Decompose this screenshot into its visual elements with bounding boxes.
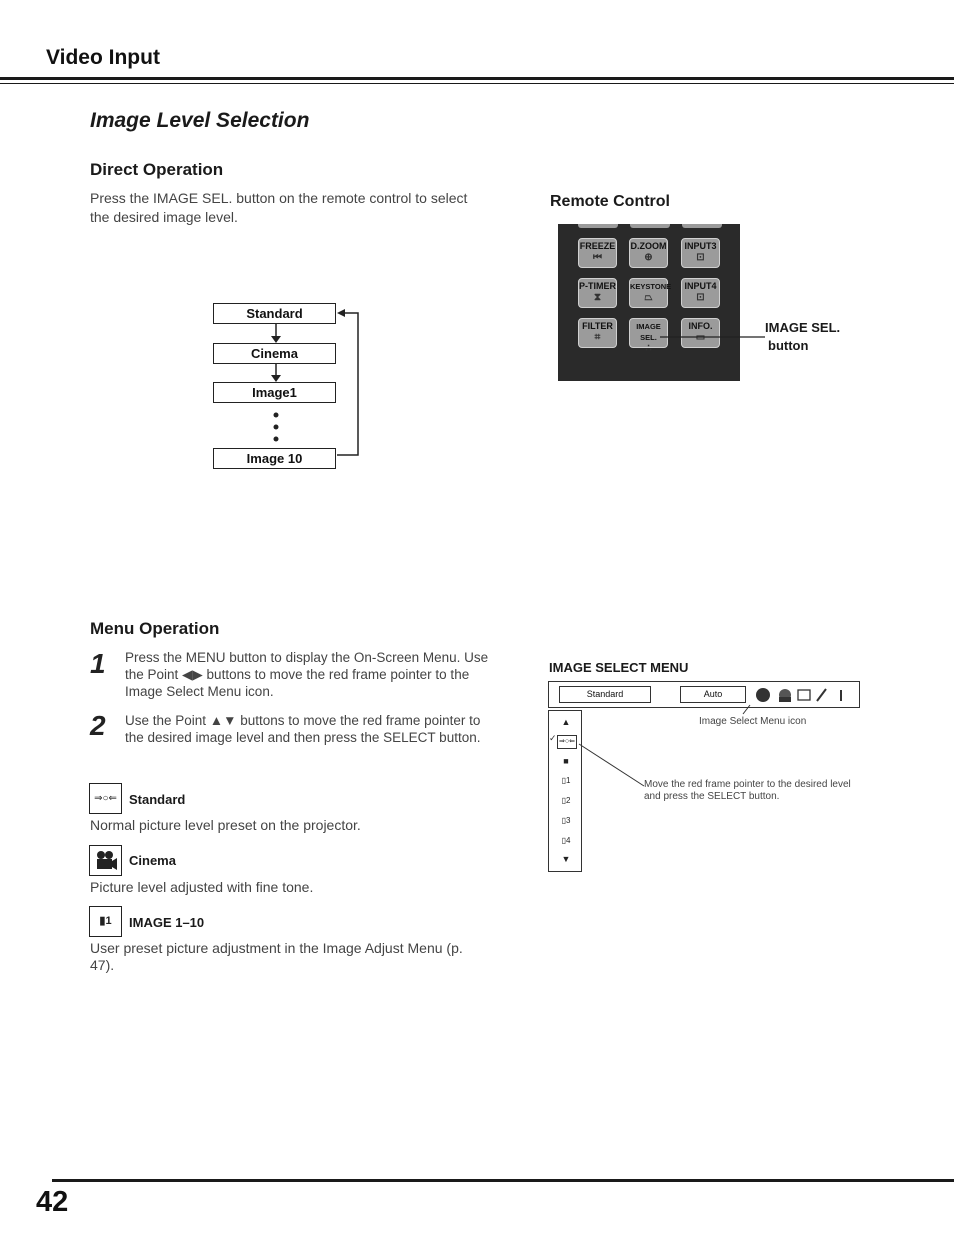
image1-menu-icon[interactable]: ▯1	[561, 776, 571, 785]
footer-rule	[52, 1179, 954, 1182]
remote-control-image	[558, 224, 740, 381]
up-arrow-icon[interactable]: ▲	[561, 717, 571, 727]
remote-control-heading: Remote Control	[550, 193, 670, 210]
page-number: 42	[36, 1186, 69, 1218]
cinema-description: Picture level adjusted with fine tone.	[90, 879, 314, 895]
step-text-1: Press the MENU button to display the On-Screen Menu. Use the Point ◀▶ buttons to move the red frame pointer to the Image Select Menu icon.	[125, 650, 489, 699]
image3-menu-icon[interactable]: ▯3	[561, 816, 571, 825]
standard-label: Standard	[129, 792, 186, 807]
flow-cinema: Cinema	[213, 343, 336, 364]
image-sel-callout-label-2: button	[768, 338, 809, 353]
image-sel-callout-line	[660, 330, 770, 344]
checkmark-icon: ✓	[549, 733, 557, 743]
step-number-1: 1	[90, 648, 106, 679]
image4-menu-icon[interactable]: ▯4	[561, 836, 571, 845]
freeze-button[interactable]: FREEZE ⏮	[578, 238, 617, 268]
cinema-icon	[89, 845, 122, 876]
filter-button[interactable]: FILTER ⌗	[578, 318, 617, 348]
step-number-2: 2	[90, 710, 106, 741]
page-title: Image Level Selection	[90, 109, 310, 132]
auto-field[interactable]: Auto	[680, 686, 746, 703]
input3-button[interactable]: INPUT3 ⊡	[681, 238, 720, 268]
menu-callout-lines	[570, 700, 770, 790]
header-rule	[0, 77, 954, 80]
flow-standard: Standard	[213, 303, 336, 324]
image-1-10-description: User preset picture adjustment in the Image Adjust Menu (p. 47).	[90, 940, 463, 973]
cinema-menu-icon[interactable]: ■	[563, 756, 569, 766]
image-level-field[interactable]: Standard	[559, 686, 651, 703]
menu-operation-heading: Menu Operation	[90, 619, 220, 638]
keystone-button[interactable]: KEYSTONE ⏢	[629, 278, 668, 308]
cinema-label: Cinema	[129, 853, 176, 868]
flow-arrows	[200, 300, 370, 475]
standard-menu-icon[interactable]: ⇒○⇐	[557, 735, 577, 749]
standard-description: Normal picture level preset on the projector.	[90, 817, 361, 833]
header-rule-thin	[0, 83, 954, 84]
image-1-10-label: IMAGE 1–10	[129, 915, 205, 930]
image-icon: ▮1	[89, 906, 122, 937]
ptimer-button[interactable]: P-TIMER ⧗	[578, 278, 617, 308]
flow-image1: Image1	[213, 382, 336, 403]
menu-icon-note: Image Select Menu icon	[699, 716, 807, 727]
image-sel-button[interactable]: IMAGE SEL. ∴	[629, 318, 668, 348]
input4-button[interactable]: INPUT4 ⊡	[681, 278, 720, 308]
section-title: Video Input	[46, 46, 160, 69]
standard-icon: ⇒○⇐	[89, 783, 122, 814]
step-text-2: Use the Point ▲▼ buttons to move the red frame pointer to the desired image level and then press the SELECT button.	[125, 713, 481, 745]
direct-operation-text: Press the IMAGE SEL. button on the remote control to select the desired image level.	[90, 190, 468, 225]
dzoom-button[interactable]: D.ZOOM ⊕	[629, 238, 668, 268]
direct-operation-heading: Direct Operation	[90, 160, 224, 179]
info-button[interactable]: INFO. ▭	[681, 318, 720, 348]
flow-image10: Image 10	[213, 448, 336, 469]
down-arrow-icon[interactable]: ▼	[561, 854, 571, 864]
image-sel-callout-label: IMAGE SEL.	[765, 320, 841, 335]
pointer-note: Move the red frame pointer to the desired level and press the SELECT button.	[644, 779, 851, 802]
image2-menu-icon[interactable]: ▯2	[561, 796, 571, 805]
image-select-menu-heading: IMAGE SELECT MENU	[549, 660, 689, 675]
